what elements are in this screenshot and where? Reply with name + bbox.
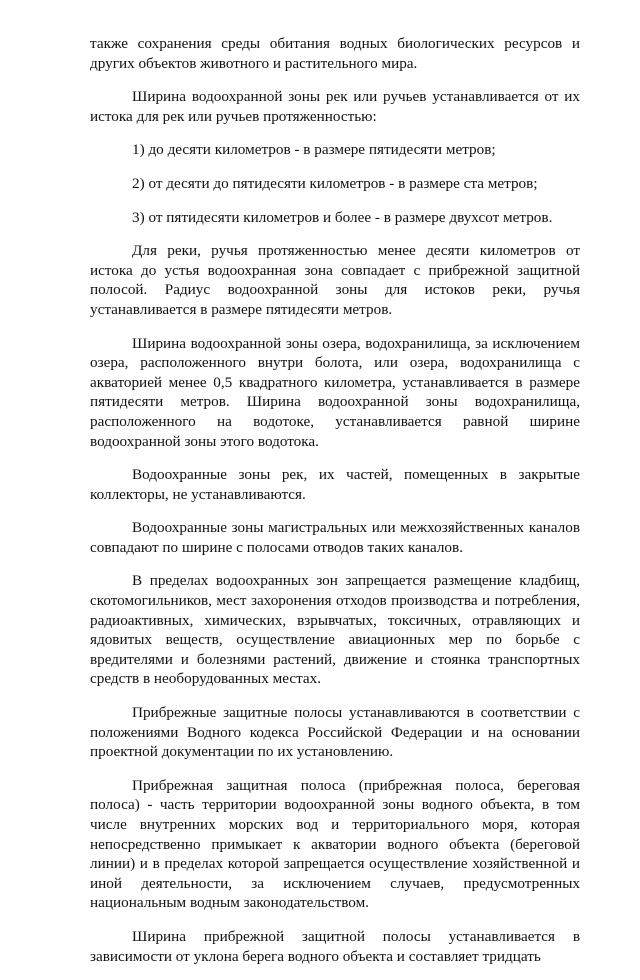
paragraph-protective-strips: Прибрежные защитные полосы устанавливаются в соответствии с положениями Водного кодекса Российской Федерации и на основании проектной документации по их установлению. (90, 704, 580, 761)
paragraph-river-zone-width: Ширина водоохранной зоны рек или ручьев устанавливается от их истока для рек или ручьев протяженностью: (90, 88, 580, 125)
paragraph-canals: Водоохранные зоны магистральных или межхозяйственных каналов совпадают по ширине с полосами отводов таких каналов. (90, 519, 580, 556)
paragraph-strip-width: Ширина прибрежной защитной полосы устанавливается в зависимости от уклона берега водного объекта и составляет тридцать (90, 927, 580, 965)
list-item-1: 1) до десяти километров - в размере пятидесяти метров; (132, 141, 496, 159)
paragraph-short-river: Для реки, ручья протяженностью менее десяти километров от истока до устья водоохранная зона совпадает с прибрежной защитной полосой. Радиус водоохранной зоны для истоков реки, ручья устанавливается в размере пятидесяти метров. (90, 242, 580, 318)
list-item-3: 3) от пятидесяти километров и более - в размере двухсот метров. (132, 208, 553, 226)
paragraph-closed-collectors: Водоохранные зоны рек, их частей, помещенных в закрытые коллекторы, не устанавливаются. (90, 466, 580, 503)
paragraph-lake-zone: Ширина водоохранной зоны озера, водохранилища, за исключением озера, расположенного внутри болота, или озера, водохранилища с акваторией менее 0,5 квадратного километра, устанавливается в размере пятидесяти метров. Ширина водоохранной зоны водохранилища, расположенного на водотоке, устанавливается равной ширине водоохранной зоны этого водотока. (90, 334, 580, 450)
paragraph-protective-strip-definition: Прибрежная защитная полоса (прибрежная полоса, береговая полоса) - часть территории водоохранной зоны водного объекта, в том числе внутренних морских вод и территориального моря, которая непосредственно примыкает к акватории водного объекта (береговой линии) и в пределах которой запрещается осуществление хозяйственной и иной деятельности, за исключением случаев, предусмотренных национальным водным законодательством. (90, 776, 580, 912)
paragraph-prohibitions: В пределах водоохранных зон запрещается размещение кладбищ, скотомогильников, мест захоронения отходов производства и потребления, радиоактивных, химических, взрывчатых, токсичных, отравляющих и ядовитых веществ, осуществление авиационных мер по борьбе с вредителями и болезнями растений, движение и стоянка транспортных средств в необорудованных местах. (90, 572, 580, 688)
list-item-2: 2) от десяти до пятидесяти километров - в размере ста метров; (132, 174, 538, 192)
paragraph-continuation: также сохранения среды обитания водных биологических ресурсов и других объектов животного и растительного мира. (90, 35, 580, 72)
document-page (90, 34, 580, 980)
